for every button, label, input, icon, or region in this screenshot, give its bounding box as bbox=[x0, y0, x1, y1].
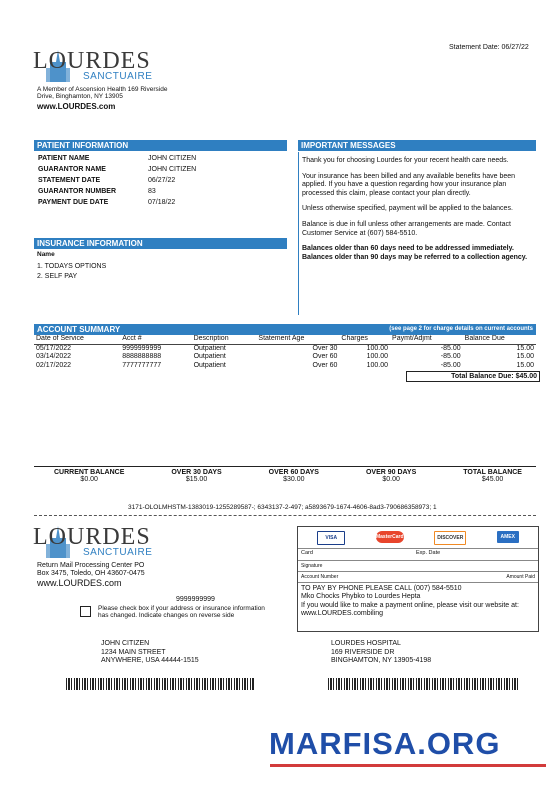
aging-label: OVER 30 DAYS bbox=[171, 469, 222, 476]
watermark-underline bbox=[270, 764, 546, 767]
message-overdue-warning: Balances older than 60 days need to be addressed immediately. Balances older than 90 days may be referred to a collection agency. bbox=[302, 245, 528, 261]
insurance-name-label: Name bbox=[37, 251, 55, 258]
patient-info-value: 07/18/22 bbox=[148, 199, 176, 206]
aging-label: OVER 60 DAYS bbox=[268, 469, 319, 476]
address-change-text: Please check box if your address or insurance information has changed. Indicate changes on reverse side bbox=[98, 605, 265, 619]
account-cell: Outpatient bbox=[193, 361, 226, 369]
total-balance-due: Total Balance Due: $45.00 bbox=[406, 371, 540, 382]
mastercard-icon[interactable]: MasterCard bbox=[376, 531, 404, 543]
aging-bucket bbox=[54, 469, 124, 483]
account-cell: -85.00 bbox=[440, 344, 461, 352]
tear-line bbox=[34, 515, 536, 516]
patient-info-label: GUARANTOR NAME bbox=[38, 166, 106, 173]
account-number-label: Account Number bbox=[301, 574, 339, 580]
patient-info-value: 06/27/22 bbox=[148, 177, 176, 184]
amex-icon[interactable]: AMEX bbox=[497, 531, 519, 543]
patient-info-label: PATIENT NAME bbox=[38, 155, 90, 162]
patient-info-section bbox=[34, 140, 287, 208]
account-row bbox=[34, 353, 536, 362]
aging-value: $0.00 bbox=[382, 476, 400, 483]
aging-bucket bbox=[366, 469, 416, 483]
member-text: A Member of Ascension Health 169 Riverside Drive, Binghamton, NY 13905 bbox=[37, 86, 168, 100]
recipient-name: LOURDES HOSPITAL bbox=[331, 640, 401, 647]
recipient-city: BINGHAMTON, NY 13905-4198 bbox=[331, 657, 432, 664]
patient-info-table bbox=[37, 153, 197, 208]
insurance-info-section bbox=[34, 238, 287, 282]
account-cell: Over 60 bbox=[312, 353, 338, 360]
recipient-barcode bbox=[328, 678, 518, 690]
account-cell: 9999999999 bbox=[122, 344, 162, 352]
remit-logo-name: LOURDES bbox=[33, 524, 151, 550]
account-cell: 100.00 bbox=[366, 344, 389, 352]
account-summary-bar bbox=[34, 324, 536, 335]
patient-info-row bbox=[37, 175, 197, 186]
aging-bucket bbox=[463, 469, 522, 483]
aging-value: $0.00 bbox=[80, 476, 98, 483]
account-cell: 100.00 bbox=[366, 361, 389, 369]
logo-sub: SANCTUAIRE bbox=[83, 71, 153, 82]
sender-address bbox=[101, 640, 199, 666]
account-column-header: Acct # bbox=[120, 335, 191, 344]
patient-info-value: 83 bbox=[148, 188, 156, 195]
account-cell: 15.00 bbox=[516, 361, 534, 369]
watermark: MARFISA.ORG bbox=[269, 726, 501, 761]
aging-label: CURRENT BALANCE bbox=[54, 469, 125, 476]
statement-date: Statement Date: 06/27/22 bbox=[449, 44, 529, 51]
remit-logo-sub: SANCTUAIRE bbox=[83, 547, 153, 558]
message-balance-due: Balance is due in full unless other arrangements are made. Contact Customer Service at (607) 584-5510. bbox=[302, 220, 511, 237]
address-change-checkbox[interactable] bbox=[80, 606, 91, 617]
phone-payment-line: TO PAY BY PHONE PLEASE CALL (007) 584-5510 bbox=[301, 585, 462, 592]
account-summary-table bbox=[34, 335, 536, 370]
account-column-header: Balance Due bbox=[463, 335, 536, 344]
header-logo bbox=[33, 48, 152, 82]
message-thanks: Thank you for choosing Lourdes for your recent health care needs. bbox=[302, 157, 509, 164]
sender-city: ANYWHERE, USA 44444-1515 bbox=[101, 657, 199, 664]
remit-logo bbox=[33, 524, 152, 558]
aging-value: $45.00 bbox=[481, 476, 504, 483]
account-summary-title: ACCOUNT SUMMARY bbox=[37, 325, 121, 334]
remit-website[interactable]: www.LOURDES.com bbox=[37, 578, 122, 588]
account-cell: Over 60 bbox=[312, 361, 338, 369]
account-cell: Outpatient bbox=[193, 344, 226, 352]
account-row bbox=[34, 344, 536, 353]
account-summary-note: (see page 2 for charge details on current accounts bbox=[389, 326, 533, 332]
recipient-street: 169 RIVERSIDE DR bbox=[331, 648, 395, 656]
account-column-header: Date of Service bbox=[34, 335, 120, 344]
aging-summary bbox=[34, 466, 536, 483]
aging-bucket bbox=[171, 469, 221, 483]
insurance-item: 2. SELF PAY bbox=[37, 273, 78, 280]
patient-info-label: STATEMENT DATE bbox=[38, 177, 101, 184]
amount-paid-field[interactable]: Amount Paid bbox=[506, 574, 535, 580]
account-cell: 15.00 bbox=[516, 344, 534, 352]
account-cell: 02/17/2022 bbox=[36, 361, 72, 369]
account-cell: 7777777777 bbox=[122, 361, 162, 369]
account-cell: 05/17/2022 bbox=[36, 344, 72, 352]
account-cell: 8888888888 bbox=[122, 353, 162, 360]
account-cell: -85.00 bbox=[440, 361, 461, 369]
aging-bucket bbox=[269, 469, 319, 483]
account-column-header: Charges bbox=[339, 335, 390, 344]
patient-info-title: PATIENT INFORMATION bbox=[34, 140, 287, 151]
account-column-header: Paymt/Adjmt bbox=[390, 335, 463, 344]
messages-title: IMPORTANT MESSAGES bbox=[298, 140, 536, 151]
online-payment-line: If you would like to make a payment online, please visit our website at: www.LOURDES.combiling bbox=[301, 601, 519, 617]
sender-barcode bbox=[66, 678, 254, 690]
remit-account-number: 9999999999 bbox=[176, 596, 215, 603]
card-label: Card bbox=[301, 550, 313, 556]
return-mail-address bbox=[37, 562, 145, 578]
payment-box bbox=[297, 526, 539, 632]
make-checks-line: Mko Chocks Phybko to Lourdes Hepta bbox=[301, 593, 421, 601]
message-insurance: Your insurance has been billed and any available benefits have been applied. If you have a question regarding how your insurance plan processed this claim, please contact your plan directly. bbox=[302, 172, 516, 197]
patient-info-label: PAYMENT DUE DATE bbox=[38, 199, 109, 206]
sender-name: JOHN CITIZEN bbox=[101, 640, 150, 647]
account-row bbox=[34, 362, 536, 371]
recipient-address bbox=[331, 640, 431, 666]
aging-value: $15.00 bbox=[185, 476, 208, 483]
aging-label: OVER 90 DAYS bbox=[365, 469, 417, 476]
account-cell: 100.00 bbox=[366, 353, 389, 360]
account-summary-section bbox=[34, 324, 536, 382]
message-payment-applied: Unless otherwise specified, payment will be applied to the balances. bbox=[302, 205, 513, 213]
visa-icon[interactable]: VISA bbox=[317, 531, 345, 545]
account-cell: Over 30 bbox=[312, 344, 338, 352]
patient-info-label: GUARANTOR NUMBER bbox=[38, 188, 117, 195]
patient-info-row bbox=[37, 197, 197, 208]
account-column-header: Description bbox=[192, 335, 257, 344]
patient-info-value: JOHN CITIZEN bbox=[148, 166, 197, 173]
patient-info-row bbox=[37, 186, 197, 197]
account-cell: 03/14/2022 bbox=[36, 353, 72, 360]
account-column-header: Statement Age bbox=[256, 335, 339, 344]
aging-label: TOTAL BALANCE bbox=[463, 469, 522, 476]
messages-section bbox=[298, 140, 536, 315]
return-mail-line: Box 3475, Toledo, OH 43607-0475 bbox=[37, 570, 145, 577]
exp-date-label: Exp. Date bbox=[416, 550, 441, 556]
insurance-item: 1. TODAYS OPTIONS bbox=[37, 263, 107, 270]
account-cell: -85.00 bbox=[440, 353, 461, 360]
logo-name: LOURDES bbox=[33, 48, 151, 74]
discover-icon[interactable]: DISCOVER bbox=[434, 531, 466, 545]
sender-street: 1234 MAIN STREET bbox=[101, 648, 166, 656]
patient-info-row bbox=[37, 153, 197, 164]
account-cell: Outpatient bbox=[193, 353, 226, 360]
patient-info-value: JOHN CITIZEN bbox=[148, 155, 197, 162]
insurance-info-title: INSURANCE INFORMATION bbox=[34, 238, 287, 249]
header-website[interactable]: www.LOURDES.com bbox=[37, 102, 116, 111]
aging-value: $30.00 bbox=[283, 476, 305, 483]
account-cell: 15.00 bbox=[516, 353, 534, 360]
patient-info-row bbox=[37, 164, 197, 175]
scanline: 3171-OLOLMHSTM-1383019-1255289587-; 6343137-2-497; a5893679-1674-4606-8ad3-790686358973; 1 bbox=[128, 504, 437, 511]
signature-field[interactable]: Signature bbox=[298, 561, 538, 572]
return-mail-line: Return Mail Processing Center PO bbox=[37, 562, 145, 569]
